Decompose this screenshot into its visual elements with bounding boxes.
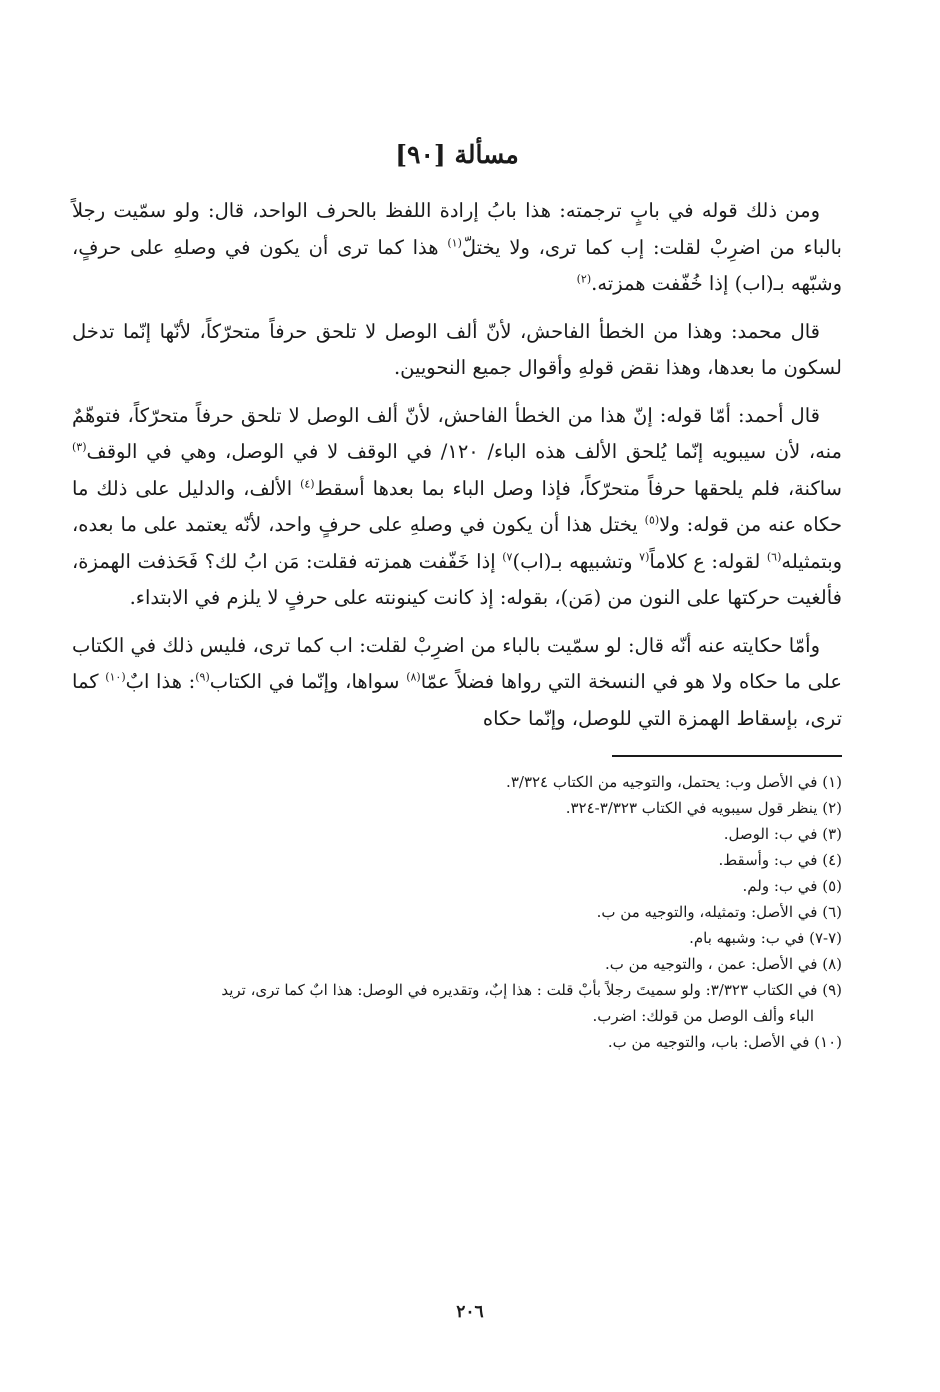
paragraph-text: وأمّا حكايته عنه أنّه قال: لو سمّيت بالباء من اضرِبْ لقلت: اب كما ترى، فليس ذلك في الكتاب على ما حكاه ولا هو في النسخة التي رواها فضلاً عمّا bbox=[72, 633, 843, 693]
footnote: (٢) ينظر قول سيبويه في الكتاب ٣/٣٢٣-٣٢٤. bbox=[565, 799, 842, 817]
footnote-ref: (٤) bbox=[300, 477, 315, 490]
paragraph-text: الألف، والدليل على ذلك ما حكاه عنه من قوله: ولا bbox=[72, 476, 843, 536]
footnote-continuation: الباء وألف الوصل من قولك: اضرب. bbox=[592, 1007, 814, 1025]
page-body bbox=[72, 135, 842, 1055]
paragraph-text: : هذا ابٌ bbox=[125, 670, 196, 693]
footnote-ref: (٩) bbox=[195, 670, 210, 684]
footnote: (١) في الأصل وب: يحتمل، والتوجيه من الكتاب ٣/٣٢٤. bbox=[506, 773, 842, 791]
footnote: (٩) في الكتاب ٣/٣٢٣: ولو سميتَ رجلاً بأبْ قلت : هذا إبٌ، وتقديره في الوصل: هذا ابٌ كما ترى، تريد bbox=[221, 981, 842, 999]
footnote-ref: (٢) bbox=[576, 272, 592, 286]
paragraph-text: يختل هذا أن يكون في وصلهِ على حرفٍ واحد، لأنّه يعتمد على ما بعده، وبتمثيله bbox=[72, 513, 843, 573]
footnote-ref: (٦) bbox=[766, 550, 782, 563]
footnote: (٦) في الأصل: وتمثيله، والتوجيه من ب. bbox=[596, 903, 842, 921]
paragraph-1 bbox=[72, 193, 842, 303]
paragraph-text: لقوله: ع كلاماً bbox=[649, 549, 761, 573]
paragraph-text: كما ترى، بإسقاط الهمزة التي للوصل، وإنّما حكاه bbox=[72, 670, 842, 730]
footnote: (٤) في ب: وأسقط. bbox=[718, 851, 842, 869]
paragraph-text: وتشبيهه بـ(اب) bbox=[512, 549, 633, 573]
footnote-ref: (١) bbox=[447, 236, 462, 249]
paragraph-text: ومن ذلك قوله في بابٍ ترجمته: هذا بابُ إرادة اللفظ بالحرف الواحد، قال: ولو سمّيت رجلاً بالباء من اضرِبْ لقلت: إب كما ترى، ولا يختلّ bbox=[72, 199, 842, 259]
footnote: (٧-٧) في ب: وشبهه بام. bbox=[689, 929, 842, 947]
footnote-ref: ٧) bbox=[502, 550, 513, 563]
footnote: (٥) في ب: ولم. bbox=[742, 877, 842, 895]
paragraph-text: قال أحمد: أمّا قوله: إنّ هذا من الخطأ الفاحش، لأنّ ألف الوصل لا تلحق حرفاً متحرّكاً، فتوهّمٌ منه، لأن سيبويه إنّما يُلحق الألف هذه الباء/ ١٢٠/ في الوقف لا في الوصل، وهي في الوقف bbox=[72, 403, 842, 463]
page-number: ٢٠٦ bbox=[456, 1302, 484, 1322]
paragraph-text: سواها، وإنّما في الكتاب bbox=[209, 670, 400, 693]
footnote: (١٠) في الأصل: باب، والتوجيه من ب. bbox=[607, 1033, 842, 1051]
paragraph-3 bbox=[72, 398, 842, 617]
page-title: مسألة [٩٠] bbox=[395, 140, 519, 169]
paragraph-4 bbox=[72, 628, 842, 738]
paragraph-text: هذا كما ترى أن يكون في وصلهِ على حرفٍ، وشبّهه بـ(اب) إذا خُفّفت همزته. bbox=[72, 235, 842, 295]
paragraph-text: ساكنة، فلم يلحقها حرفاً متحرّكاً، فإذا وصل الباء بما بعدها أسقط bbox=[314, 476, 843, 500]
footnote-ref: (٧ bbox=[639, 550, 650, 563]
footnote-divider bbox=[612, 755, 842, 757]
footnote-ref: (١٠) bbox=[105, 670, 126, 684]
paragraph-2 bbox=[72, 314, 842, 387]
footnote-ref: (٨) bbox=[406, 670, 421, 684]
footnote: (٨) في الأصل: عمن ، والتوجيه من ب. bbox=[604, 955, 842, 973]
footnote-ref: (٥) bbox=[644, 513, 660, 527]
footnote-ref: (٣) bbox=[72, 440, 87, 454]
footnote: (٣) في ب: الوصل. bbox=[723, 825, 842, 843]
paragraph-text: قال محمد: وهذا من الخطأ الفاحش، لأنّ ألف الوصل لا تلحق حرفاً متحرّكاً، لأنّها إنّما تدخل لسكون ما بعدها، وهذا نقض قولهِ وأقوال جميع النحويين. bbox=[72, 319, 842, 379]
paragraph-text: إذا خَفّفت همزته فقلت: مَن ابُ لك؟ فَحَذفت الهمزة، فألغيت حركتها على النون من (مَن)، بقوله: إذ كانت كينونته على حرفٍ لا يلزم في الابتداء. bbox=[72, 549, 842, 609]
footnotes-list bbox=[72, 769, 842, 1055]
